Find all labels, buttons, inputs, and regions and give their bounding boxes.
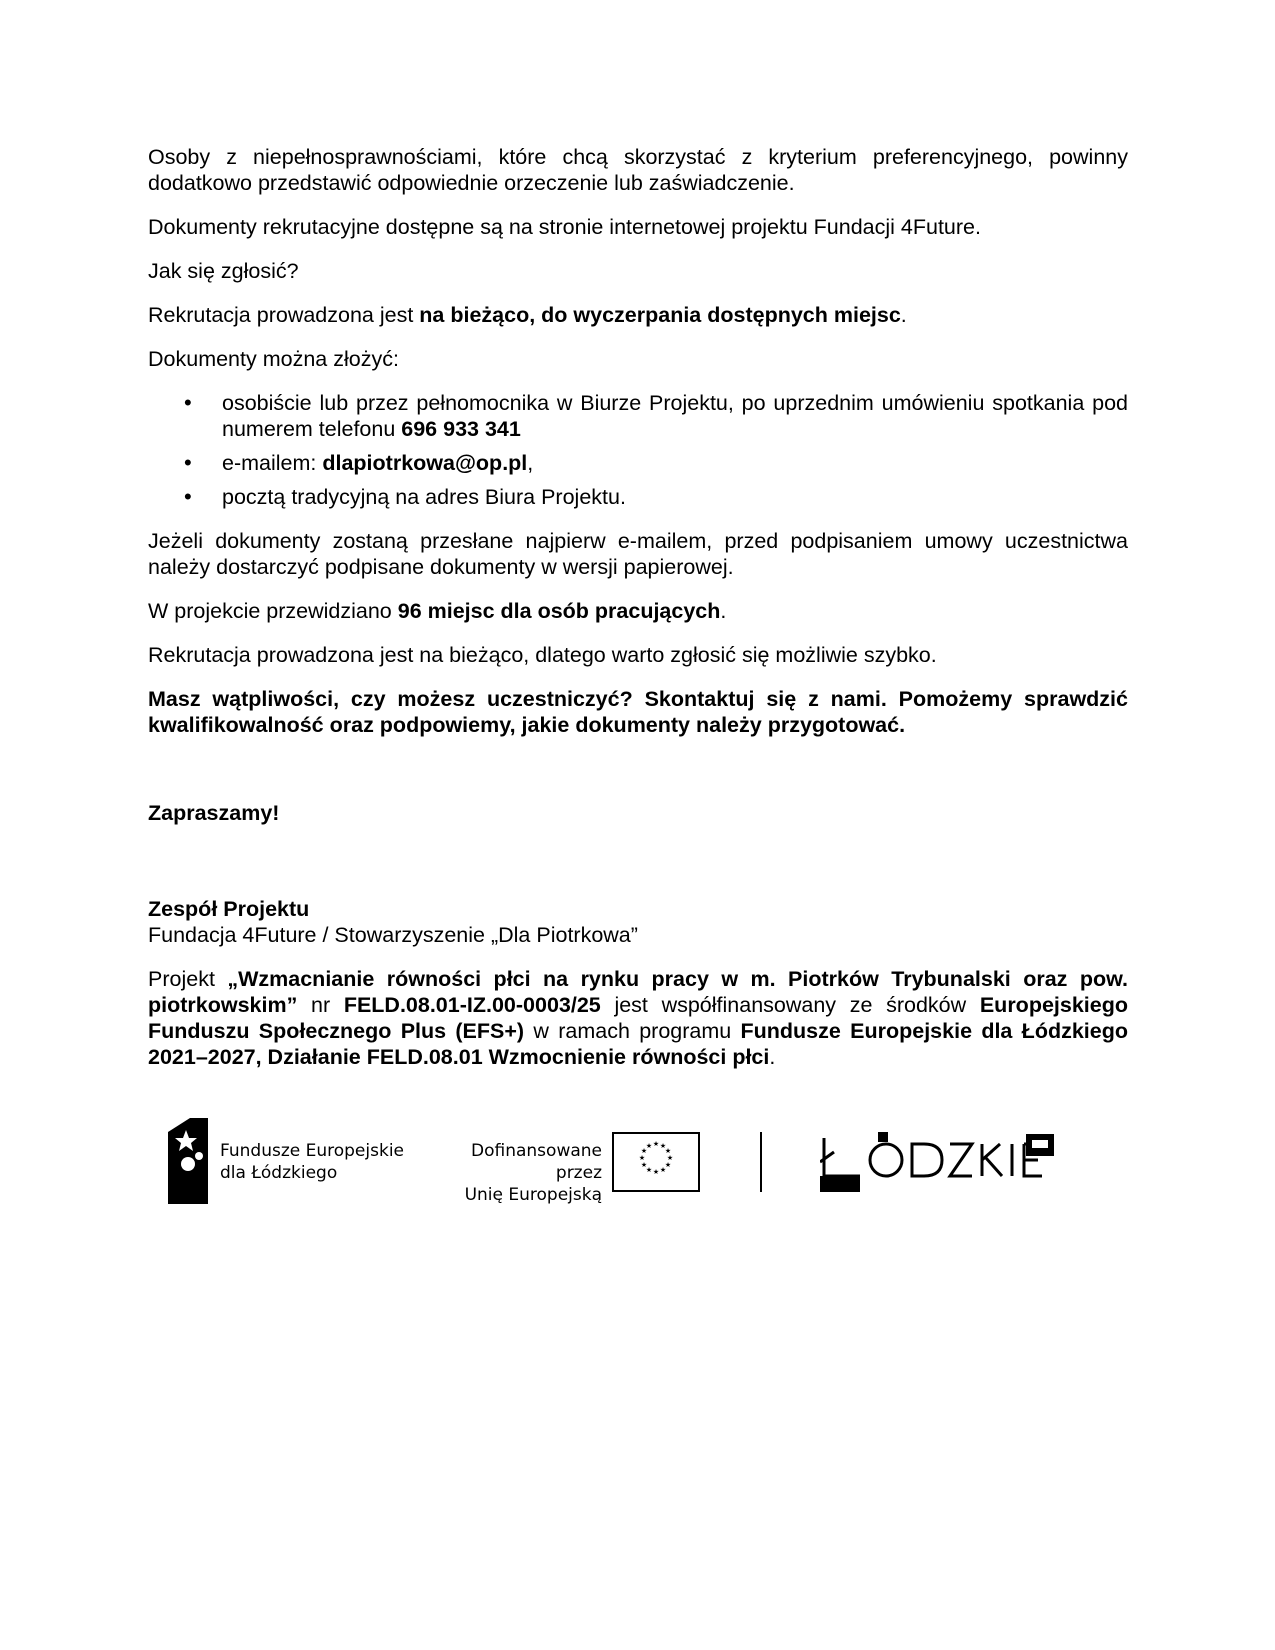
list-item-post: • pocztą tradycyjną na adres Biura Projektu. <box>222 484 1128 510</box>
fe-logo <box>168 1118 214 1209</box>
heading-how-to-apply: Jak się zgłosić? <box>148 259 299 283</box>
paragraph-recruitment-mode: Rekrutacja prowadzona jest na bieżąco, do wyczerpania dostępnych miejsc. <box>148 303 907 327</box>
svg-text:★: ★ <box>640 1161 648 1169</box>
paragraph-email-then-paper: Jeżeli dokumenty zostaną przesłane najpierw e-mailem, przed podpisaniem umowy uczestnictwa należy dostarczyć podpisane dokumenty w wersji papierowej. <box>148 529 1128 579</box>
document-body <box>148 144 1128 1088</box>
ue-logo-line1: Dofinansowane przez <box>471 1141 602 1183</box>
paragraph-documents-availability: Dokumenty rekrutacyjne dostępne są na stronie internetowej projektu Fundacji 4Future. <box>148 215 981 239</box>
logo-separator <box>760 1132 762 1192</box>
ue-logo-line2: Unię Europejską <box>464 1185 602 1205</box>
submission-methods-list <box>148 390 1128 510</box>
svg-text:★: ★ <box>640 1147 648 1155</box>
fe-logo-line1: Fundusze Europejskie <box>220 1141 404 1161</box>
paragraph-places: W projekcie przewidziano 96 miejsc dla osób pracujących. <box>148 599 727 623</box>
svg-text:★: ★ <box>664 1161 672 1169</box>
fe-logo-line2: dla Łódzkiego <box>220 1163 338 1183</box>
svg-text:★: ★ <box>664 1147 672 1155</box>
svg-text:★: ★ <box>659 1166 667 1174</box>
invitation: Zapraszamy! <box>148 801 280 825</box>
svg-text:★: ★ <box>645 1142 653 1150</box>
eu-flag-icon <box>612 1132 700 1197</box>
paragraph-apply-quickly: Rekrutacja prowadzona jest na bieżąco, dlatego warto zgłosić się możliwie szybko. <box>148 643 937 667</box>
logos-bar <box>168 1118 1098 1208</box>
list-item-in-person: • osobiście lub przez pełnomocnika w Biurze Projektu, po uprzednim umówieniu spotkania pod numerem telefonu 696 933 341 <box>222 390 1128 442</box>
fe-emblem-icon <box>168 1118 214 1204</box>
signature-orgs: Fundacja 4Future / Stowarzyszenie „Dla Piotrkowa” <box>148 923 638 947</box>
paragraph-disability: Osoby z niepełnosprawnościami, które chcą skorzystać z kryterium preferencyjnego, powinny dodatkowo przedstawić odpowiednie orzeczenie lub zaświadczenie. <box>148 145 1128 195</box>
svg-text:★: ★ <box>638 1154 646 1162</box>
paragraph-contact-us: Masz wątpliwości, czy możesz uczestniczyć? Skontaktuj się z nami. Pomożemy sprawdzić kwalifikowalność oraz podpowiemy, jakie dokumenty należy przygotować. <box>148 687 1128 737</box>
ue-logo-text <box>424 1140 602 1206</box>
lodzkie-logo <box>820 1132 1056 1199</box>
list-item-email: • e-mailem: dlapiotrkowa@op.pl, <box>222 450 1128 476</box>
signature-team: Zespół Projektu <box>148 897 310 921</box>
fe-logo-text <box>220 1140 404 1184</box>
paragraph-funding: Projekt „Wzmacnianie równości płci na rynku pracy w m. Piotrków Trybunalski oraz pow. piotrkowskim” nr FELD.08.01-IZ.00-0003/25 jest współfinansowany ze środków Europejskiego Funduszu Społecznego Plus (EFS+) w ramach programu Fundusze Europejskie dla Łódzkiego 2021–2027, Działanie FELD.08.01 Wzmocnienie równości płci. <box>148 967 1129 1069</box>
paragraph-submission-intro: Dokumenty można złożyć: <box>148 347 399 371</box>
svg-text:★: ★ <box>652 1140 660 1148</box>
svg-text:★: ★ <box>659 1142 667 1150</box>
svg-text:★: ★ <box>652 1168 660 1176</box>
svg-text:★: ★ <box>666 1154 674 1162</box>
svg-text:★: ★ <box>645 1166 653 1174</box>
